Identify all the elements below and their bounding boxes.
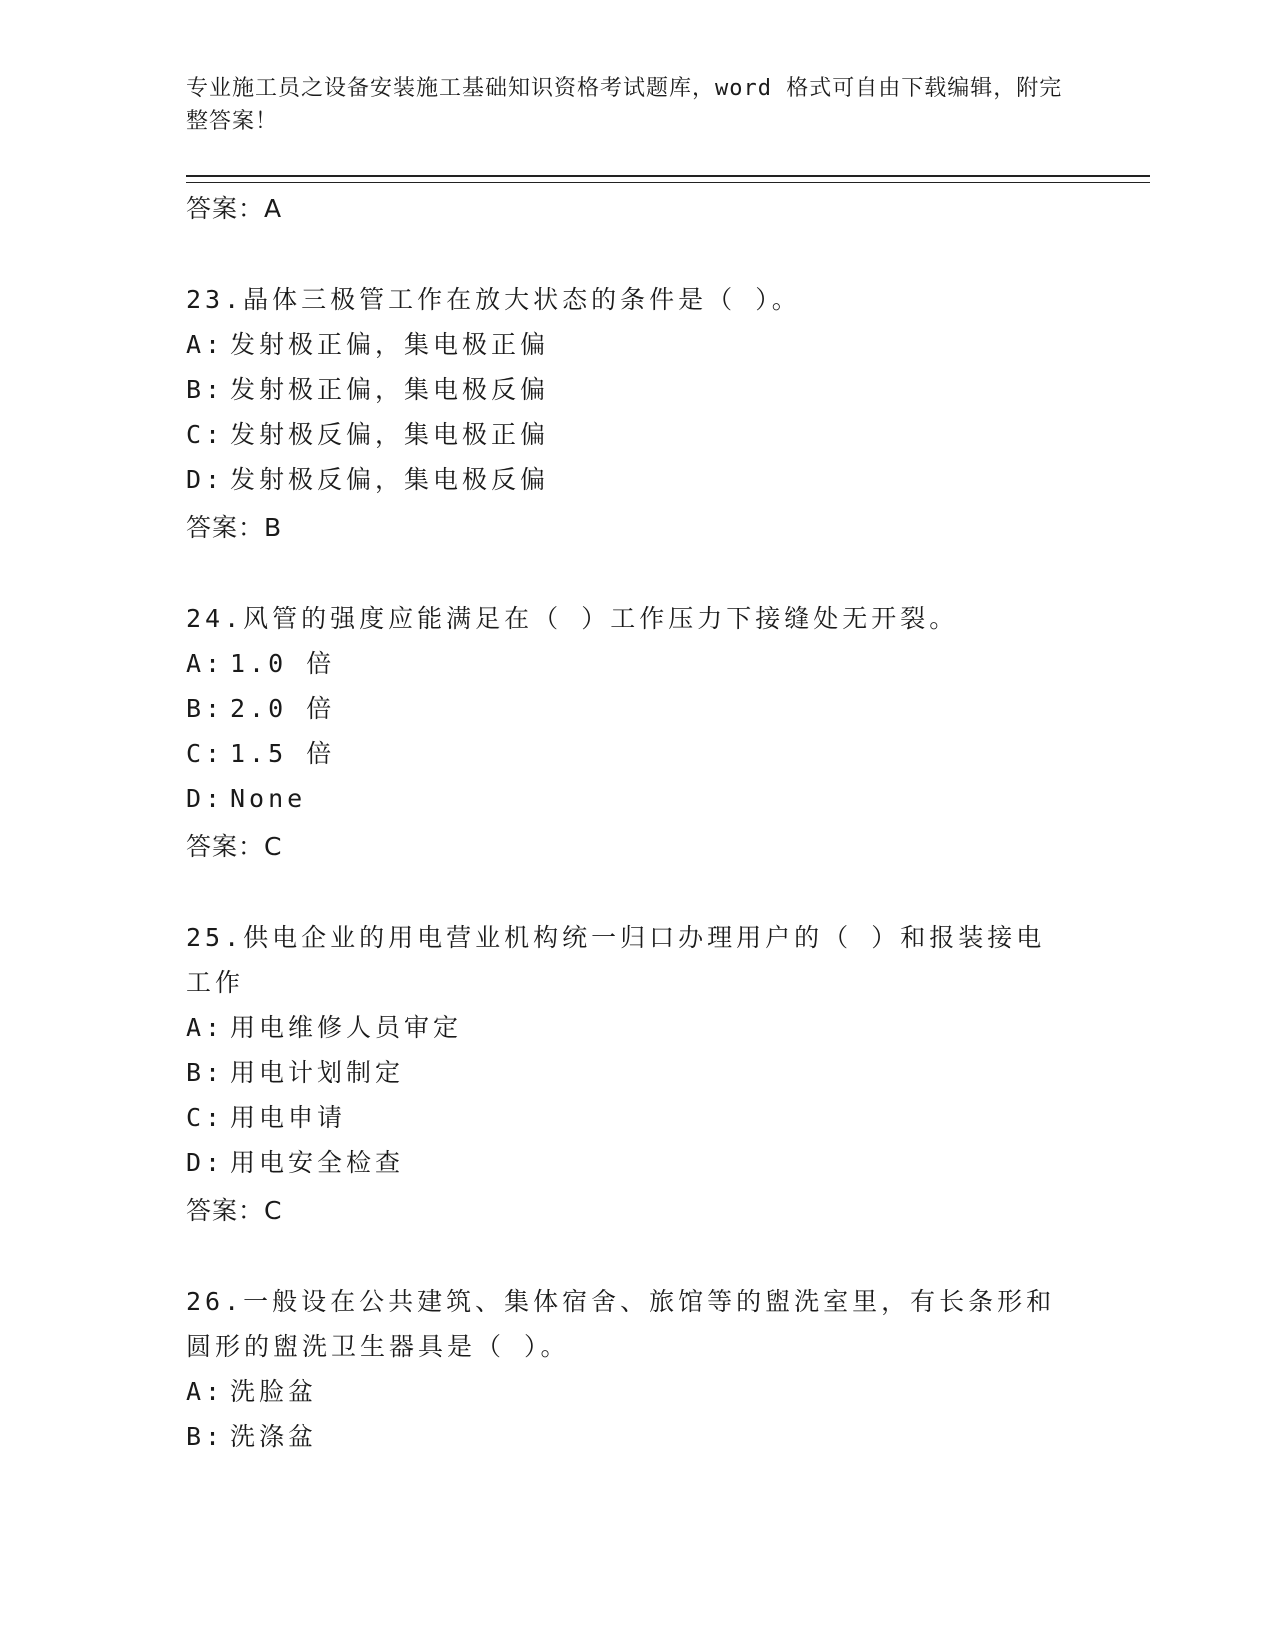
option-label: B: <box>186 1422 225 1451</box>
option-label: A: <box>186 1377 225 1406</box>
question-stem: 23.晶体三极管工作在放大状态的条件是（ ）。 <box>186 285 801 314</box>
option-label: B: <box>186 375 225 404</box>
question-stem: 25.供电企业的用电营业机构统一归口办理用户的（ ）和报装接电工作 <box>186 923 1046 997</box>
option-label: D: <box>186 784 225 813</box>
option-text: 1.5 倍 <box>230 739 336 768</box>
option-label: A: <box>186 330 225 359</box>
option-label: C: <box>186 1103 225 1132</box>
option-text: 发射极正偏，集电极反偏 <box>230 375 550 404</box>
question-stem: 24.风管的强度应能满足在（ ）工作压力下接缝处无开裂。 <box>186 604 959 633</box>
option-row <box>186 1140 1146 1185</box>
option-text: 用电申请 <box>230 1103 347 1132</box>
option-label: D: <box>186 1148 225 1177</box>
option-text: 2.0 倍 <box>230 694 336 723</box>
option-row <box>186 457 1146 502</box>
option-label: D: <box>186 465 225 494</box>
option-text: 洗涤盆 <box>230 1422 318 1451</box>
option-label: C: <box>186 420 225 449</box>
question-4 <box>186 1279 1146 1459</box>
option-row <box>186 641 1146 686</box>
answer-line: 答案：B <box>186 513 283 542</box>
option-text: None <box>230 784 307 813</box>
header-divider <box>186 175 1150 183</box>
answer-line: 答案：C <box>186 1196 283 1225</box>
question-1 <box>186 277 1146 544</box>
option-label: B: <box>186 694 225 723</box>
answer-line: 答案：C <box>186 832 283 861</box>
option-row <box>186 1050 1146 1095</box>
question-3 <box>186 915 1146 1227</box>
option-text: 发射极反偏，集电极正偏 <box>230 420 550 449</box>
option-label: A: <box>186 649 225 678</box>
option-row <box>186 776 1146 821</box>
question-list <box>186 277 1146 1459</box>
option-text: 发射极反偏，集电极反偏 <box>230 465 550 494</box>
option-label: B: <box>186 1058 225 1087</box>
option-text: 用电安全检查 <box>230 1148 405 1177</box>
document-header: 专业施工员之设备安装施工基础知识资格考试题库，word 格式可自由下载编辑，附完整答案！ <box>186 76 1063 134</box>
question-stem: 26.一般设在公共建筑、集体宿舍、旅馆等的盥洗室里，有长条形和圆形的盥洗卫生器具是（ ）。 <box>186 1287 1056 1361</box>
option-row <box>186 686 1146 731</box>
document-page <box>186 72 1146 1459</box>
question-2 <box>186 596 1146 863</box>
option-text: 用电计划制定 <box>230 1058 405 1087</box>
option-text: 洗脸盆 <box>230 1377 318 1406</box>
answer-line: 答案：A <box>186 194 283 223</box>
option-row <box>186 1369 1146 1414</box>
option-text: 发射极正偏，集电极正偏 <box>230 330 550 359</box>
option-row <box>186 1414 1146 1459</box>
option-label: C: <box>186 739 225 768</box>
option-row <box>186 412 1146 457</box>
option-row <box>186 731 1146 776</box>
option-row <box>186 367 1146 412</box>
option-row <box>186 322 1146 367</box>
option-row <box>186 1005 1146 1050</box>
option-text: 用电维修人员审定 <box>230 1013 463 1042</box>
option-row <box>186 1095 1146 1140</box>
option-text: 1.0 倍 <box>230 649 336 678</box>
option-label: A: <box>186 1013 225 1042</box>
